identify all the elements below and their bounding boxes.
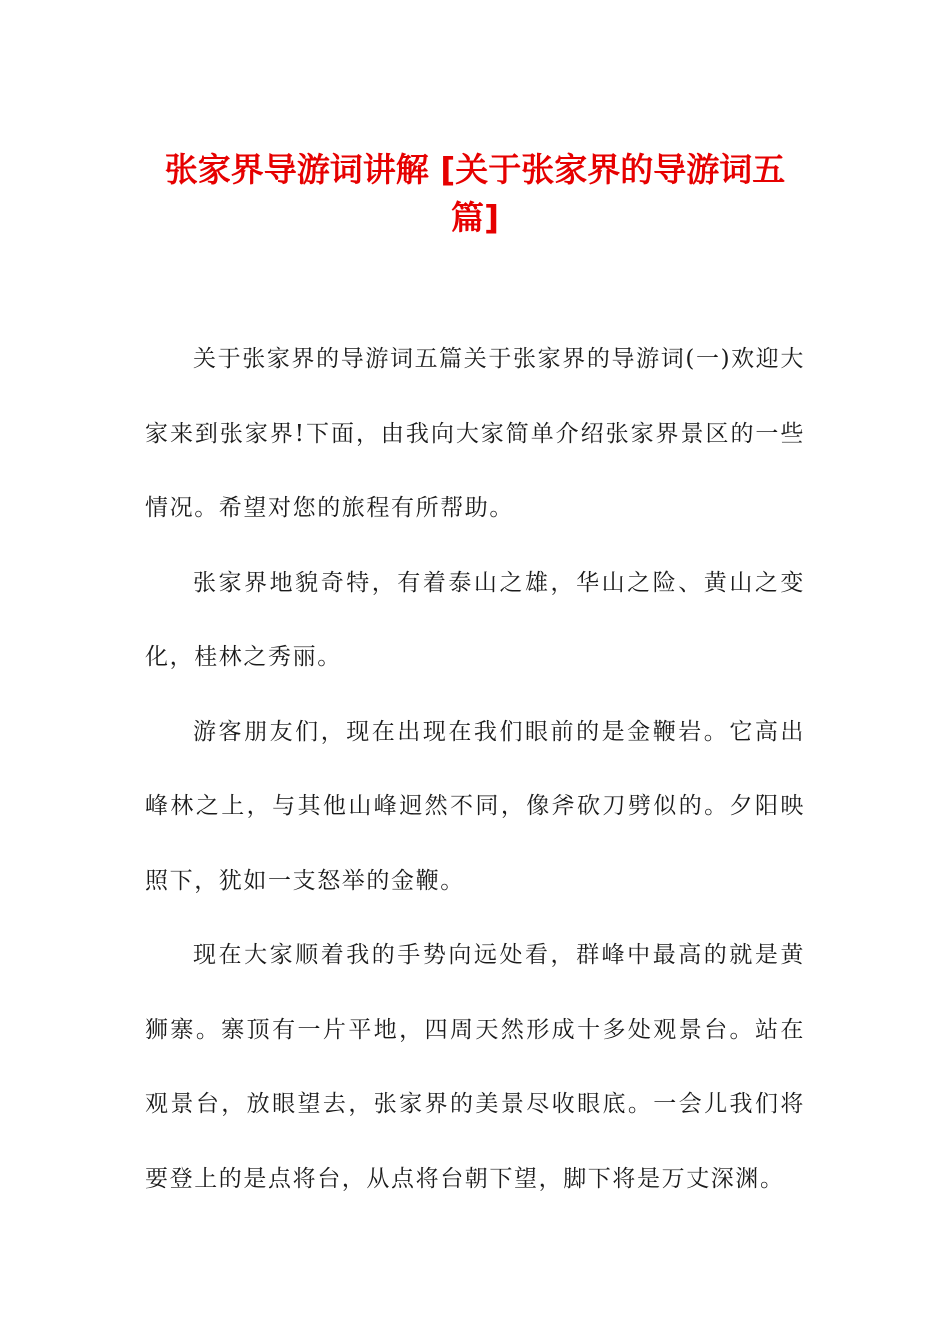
paragraph-landform: 张家界地貌奇特，有着泰山之雄，华山之险、黄山之变化，桂林之秀丽。 <box>145 569 805 670</box>
paragraph-huangshi-village: 现在大家顺着我的手势向远处看，群峰中最高的就是黄狮寨。寨顶有一片平地，四周天然形成十多处观景台。站在观景台，放眼望去，张家界的美景尽收眼底。一会儿我们将要登上的是点将台，从点将台朝下望，脚下将是万丈深渊。 <box>145 942 805 1192</box>
paragraph-intro: 关于张家界的导游词五篇关于张家界的导游词(一)欢迎大家来到张家界!下面，由我向大家简单介绍张家界景区的一些情况。希望对您的旅程有所帮助。 <box>145 346 805 521</box>
document-title: 张家界导游词讲解 [关于张家界的导游词五篇] <box>164 150 786 237</box>
paragraph-golden-whip-rock: 游客朋友们，现在出现在我们眼前的是金鞭岩。它高出峰林之上，与其他山峰迥然不同，像斧砍刀劈似的。夕阳映照下，犹如一支怒举的金鞭。 <box>145 718 805 894</box>
document-body <box>145 322 805 1216</box>
